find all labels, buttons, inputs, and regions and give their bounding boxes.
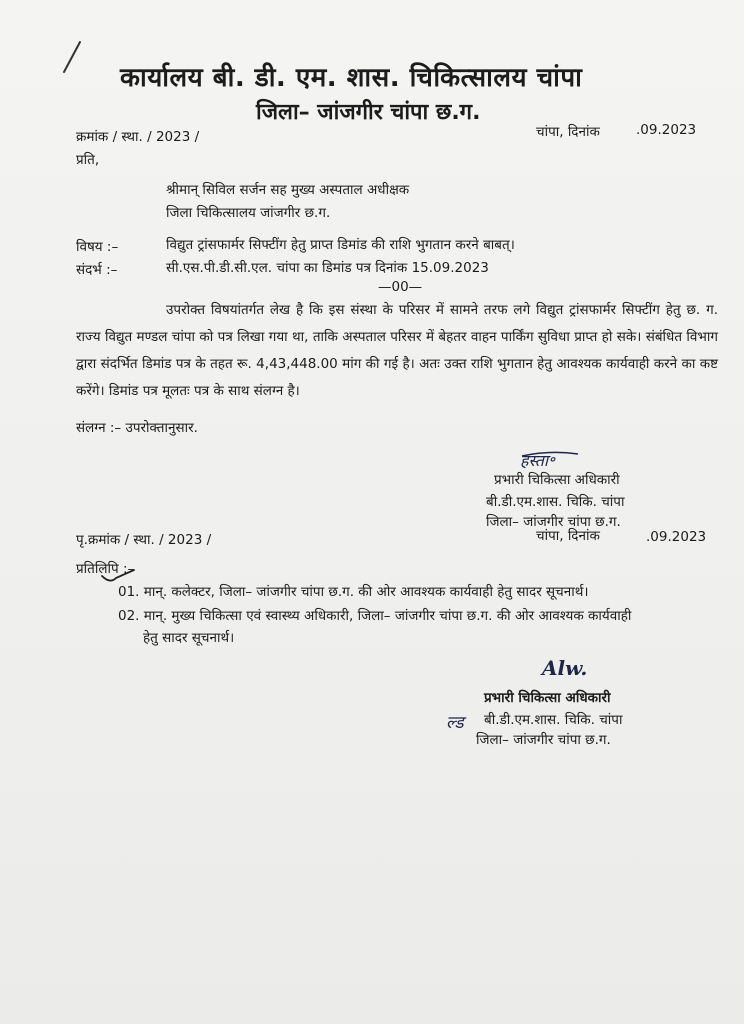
signatory-district-1: जिला– जांजगीर चांपा छ.ग.: [486, 514, 621, 530]
subject-text: विद्युत ट्रांसफार्मर सिफ्टींग हेतु प्राप्त डिमांड की राशि भुगतान करने बाबत्।: [166, 237, 515, 253]
copy-to-label: प्रतिलिपि :–: [76, 561, 135, 577]
copy-item-2-line-2: हेतु सादर सूचनार्थ।: [143, 630, 235, 646]
reference-label: संदर्भ :–: [76, 262, 118, 278]
letter-date: .09.2023: [636, 122, 697, 138]
separator: —00—: [378, 279, 423, 295]
endorsement-place-date-label: चांपा, दिनांक: [536, 528, 600, 544]
reference-text: सी.एस.पी.डी.सी.एल. चांपा का डिमांड पत्र दिनांक 15.09.2023: [166, 260, 489, 276]
initials-scribble: ल्ड: [446, 713, 464, 733]
signature-scribble-2: Alw.: [542, 656, 588, 680]
endorsement-number: पृ.क्रमांक / स्था. / 2023 /: [76, 532, 212, 548]
signatory-office-1: बी.डी.एम.शास. चिकि. चांपा: [486, 494, 625, 510]
signatory-title-1: प्रभारी चिकित्सा अधिकारी: [494, 472, 620, 488]
prati-label: प्रति,: [76, 152, 100, 168]
signatory-district-2: जिला– जांजगीर चांपा छ.ग.: [476, 732, 611, 748]
signatory-office-2: बी.डी.एम.शास. चिकि. चांपा: [484, 712, 623, 728]
reference-number: क्रमांक / स्था. / 2023 /: [76, 129, 200, 145]
district-heading: जिला– जांजगीर चांपा छ.ग.: [256, 100, 481, 125]
body-paragraph: उपरोक्त विषयांतर्गत लेख है कि इस संस्था के परिसर में सामने तरफ लगे विद्युत ट्रांसफार्मर सिफ्टींग हेतु छ. ग. राज्य विद्युत मण्डल चांपा को पत्र लिखा गया था, ताकि अस्पताल परिसर में बेहतर वाहन पार्किंग सुविधा प्राप्त हो सके। संबंधित विभाग द्वारा संदर्भित डिमांड पत्र के तहत रू. 4,43,448.00 मांग की गई है। अतः उक्त राशि भुगतान हेतु आवश्यक कार्यवाही करने का कष्ट करेंगे। डिमांड पत्र मूलतः पत्र के साथ संलग्न है।: [76, 302, 718, 399]
office-heading: कार्यालय बी. डी. एम. शास. चिकित्सालय चांपा: [120, 63, 583, 93]
place-date-label: चांपा, दिनांक: [536, 124, 600, 140]
subject-label: विषय :–: [76, 239, 119, 255]
pen-mark: [56, 38, 86, 78]
addressee-line-2: जिला चिकित्सालय जांजगीर छ.ग.: [166, 205, 331, 221]
signature-scribble-1: हस्ता॰: [520, 451, 555, 470]
addressee-line-1: श्रीमान् सिविल सर्जन सह मुख्य अस्पताल अधीक्षक: [166, 182, 410, 198]
copy-item-1: 01. मान्. कलेक्टर, जिला– जांजगीर चांपा छ.ग. की ओर आवश्यक कार्यवाही हेतु सादर सूचनार्थ।: [118, 584, 589, 600]
enclosure-note: संलग्न :– उपरोक्तानुसार.: [76, 420, 198, 436]
endorsement-date: .09.2023: [646, 529, 707, 545]
signatory-title-2: प्रभारी चिकित्सा अधिकारी: [484, 690, 611, 706]
copy-item-2-line-1: 02. मान्. मुख्य चिकित्सा एवं स्वास्थ्य अधिकारी, जिला– जांजगीर चांपा छ.ग. की ओर आवश्यक कार्यवाही: [118, 608, 632, 624]
signature-underline-1: [520, 448, 580, 458]
